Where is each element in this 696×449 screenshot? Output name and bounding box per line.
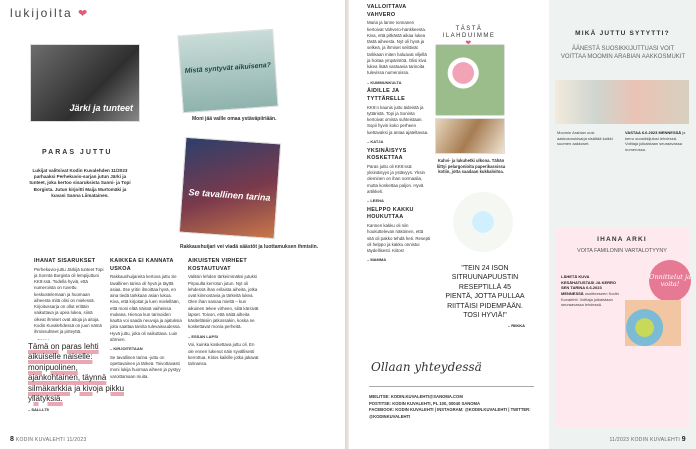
big-quote-signature: – RIIKKA <box>507 322 525 328</box>
letter-signature: – KIRJOITETAAN <box>110 346 143 352</box>
reader-quote-signature: – SALLI-75 <box>28 407 49 413</box>
big-quote-text: "TEIN 24 ISON SITRUUNAPUUSTIN RESEPTILLÄ 45 PIENTÄ, JOTTA PULLAA RIITTÄISI PIDEMPÄÄN. TOSI HYVIÄ!" <box>445 265 525 320</box>
letter-signature <box>34 338 104 340</box>
right-page <box>349 0 696 449</box>
reader-quote <box>28 342 128 413</box>
pillow-photo <box>625 300 681 346</box>
page-number: 9 <box>681 436 686 443</box>
interview-photo <box>30 44 140 122</box>
page-number: 8 <box>10 436 15 443</box>
paras-heading: PARAS JUTTU <box>42 149 113 156</box>
caption-1: Moni jää vaille omaa ystäväpiiriään. <box>192 116 277 122</box>
letter-signature: – LEENA <box>367 198 384 204</box>
contact-info <box>369 394 544 421</box>
feature-magazine-title: Mistä syntyvät aikuisena? <box>184 62 272 76</box>
letter-column-3 <box>188 258 260 438</box>
letter-heading: HELPPO KAKKU HOUKUTTAA <box>367 206 414 221</box>
arki-title: IHANA ARKI <box>597 236 647 243</box>
letter-body: Rakkaushuijareita kertova juttu Se tavallinen tarina oli hyvä ja täyttä asiaa. Itse yritin ilmoittaa hyvä, en aina tiedä tarkkaan asian lukua. Kiva, että kirjoitat ja luen mielellään, että moni elää näissä vaiheissa mukana. Hienoa kun tarinoiden kautta voi saada neuvoja ja ajatuksia joita saattaa tarvita tulevaisuudessa. Hyvä juttu, joka oli vaikuttava. Luin ahmien. <box>110 274 182 342</box>
letter-body: Paras juttu oli KK9:ssä: yksinäisyys ja ystävyys. Yksin oleminen on ihan normaalia, mutta koskettaa paljon. Hyvä artikkeli. <box>367 163 425 194</box>
folio-label: KODIN KUVALEHTI 11/2023 <box>15 437 87 443</box>
caption-2: Rakkaushuijari vei viadä säästöt ja luottamuksen ihmisiin. <box>180 244 319 250</box>
contact-email[interactable]: MEILITSE: KODIN.KUVALEHTI@SANOMA.COM <box>369 394 463 399</box>
paras-text: Lukijat valitsivat Kodin Kuvalehden 11/2023 parhaaksi Perhekuvio-sarjan jutun Järki ja tunteet, joka kertoo sisaruksista Sanni- ja Topi Borgista. Jutun kirjoitti Maija Murtomäki ja kuvasi Sanna Liimatainen. <box>29 168 131 198</box>
letter-heading: VALLOITTAVA VAHVERO <box>367 4 407 18</box>
section-brand <box>10 6 89 20</box>
letter-signature: – ESSAN LAPSI <box>188 333 219 339</box>
letter-body: Perhekuvio-juttu Järkijä tunteet Topi ja Sonnta Borgista oli lempijuttuni KK9:ssä. Todella hyviä, että numeroista on ruvettu keskustelemaan ja huomaan aiheesta mitä olisi on mielessä. Kirjoitussarja on ollut erittäin vaikuttava ja upea lukea, siinä oikeat ihmiset ovat aitoja ja aitoja. Kodin Kuvalehdessä on juuri nämä ihmissuhteet ja pirteyttä. <box>34 266 104 335</box>
letter-body: KK9:n kaunis juttu äideistä ja tyttäristä. Topi ja Soninta kertoivat omista suhteistaan. Sopii hyvin koko perheen luettavaksi ja antaa ajateltavaa. <box>367 104 429 135</box>
letter-signature: – KATJA <box>367 138 384 144</box>
flowers-photo <box>435 44 505 116</box>
heart-icon: ❤ <box>78 8 90 20</box>
letter-heading: YKSINÄISYYS KOSKETTAA <box>367 147 407 162</box>
letter-body: Maria ja lanne Ionnanen kertoivat Vahvero-hankkeesta. Kiva, että pitkästä aikaa lukea tästä aiheesta. Nyt oli hyvä ja selkeä, ja ihmiset selittivät tarkkaan miten haluavat viljellä ja hoitaa ympäristöä. Olisi kiva lukea lisää vastaavia tarinoita tulevissa numeroissa. <box>367 20 427 76</box>
letter-body: Valitsin lehden tärkeimmäksi jutuksi Pirpuulta kerrotun jutun. Nyt oli lehdessä ihan erilaista aiheita, jotka ovat kiinnostavia ja tärkeitä lukea. Olen ihan samaa mieltä – kun aikuinen tekee virheen, siitä kärsivät lapset. Toivon, että näitä aiheita käsiteltäisiin jatkossakin, koska ne koskettavat monia perheitä. <box>188 274 259 330</box>
buns-photo <box>453 192 513 252</box>
sidebar-col-2-heading: VASTAA 6.6.2023 MENNESSÄ <box>625 130 682 135</box>
feature-magazine-photo <box>177 29 278 114</box>
mugs-photo <box>555 80 689 124</box>
letter-body-2: Se tavallinen tarina -juttu on opettavainen ja tärkeä. Toivottavasti moni lukija huomaa aiheen ja pystyy varoittamaan muita. <box>110 354 181 379</box>
letter-column-1 <box>34 258 104 340</box>
left-page <box>0 0 345 449</box>
sidebar-col-2 <box>625 130 687 153</box>
letter-heading: KAIKKEA EI KANNATA USKOA <box>110 258 174 272</box>
arki-body-heading: LÄHETÄ KUVA KESÄHATUSTASI JA KERRO SEN TARINA 6.6.2023 MENNESSÄ <box>561 274 617 297</box>
letter-heading: AIKUISTEN VIRHEET KOSTAUTUVAT <box>188 258 248 272</box>
letter-signature: – KUMMUNKULTA <box>367 79 402 85</box>
signoff-script: Ollaan yhteydessä <box>371 360 482 374</box>
sidebar-col-1: Moomin Arabian uusi aakkosmukisarja sisältää kaikki suomen aakkoset. <box>557 130 613 147</box>
sidebar-title: MIKÄ JUTTU SYTYTTI? <box>575 30 670 37</box>
left-folio <box>10 436 87 443</box>
right-folio <box>609 436 686 443</box>
letter-body-2: Voi, kuinka koskettava juttu oli. En ole ennen lukenut näin syvällisesti kerrottua. Kiitos kaikille jotka jakavat tarinansa. <box>188 342 259 367</box>
brand-title: lukijoilta <box>10 6 73 20</box>
arki-body <box>561 274 623 308</box>
tasta-caption: Kahvi- ja lukuhetki ulkona. Tähän liittyi pelargonioita paperikassissa kotiin, jotta saadaan kukkaloitoa. <box>436 158 506 175</box>
coffee-photo <box>435 118 505 154</box>
sidebar-col-2-body: ja kerro suosikkijutusi lehdessä. Voittaja julkaistaan seuraavassa numerossa. <box>625 130 686 153</box>
contact-post: POSTITSE: KODIN KUVALEHTI, PL 100, 00040 SANOMA <box>369 400 481 406</box>
folio-label: 11/2023 KODIN KUVALEHTI <box>609 437 681 443</box>
tasta-title: TÄSTÄ ILAHDUIMME <box>442 26 496 40</box>
arki-subtitle: VOITA FAMILONIN VARTALOTYYNY <box>577 248 667 254</box>
contest-badge: Onnittelut ja voita! <box>649 260 691 302</box>
letter-signature: – MAMMA <box>367 257 387 263</box>
letter-body: Kannen kakku oli niin houkuttelevan näköinen, että sitä oli pakko tehdä heti. Resepti oli helppo ja kakku onnistui täydellisesti. Kiitos! <box>367 223 431 254</box>
reader-quote-text: Tämä on paras lehti aikuiselle naiselle: monipuolinen, ajankohtainen, täynnä silmäkarkkia ja kivoja pikku yllätyksiä. <box>28 342 125 403</box>
letters-column-right <box>367 4 431 364</box>
arki-body-text: osoitteeseen Kodin Kuvalehti. Voittaja julkaistaan seuraavassa lehdessä. <box>561 291 619 308</box>
travel-feature-title: Se tavallinen tarina <box>188 187 271 203</box>
big-quote <box>445 264 525 328</box>
interview-photo-title: Järki ja tunteet <box>69 103 133 113</box>
sidebar-subtitle: ÄÄNESTÄ SUOSIKKIJUTTUASI VOIT VOITTAA MOOMIN ARABIAN AAKKOSMUKIT <box>560 46 686 60</box>
letter-heading: IHANAT SISARUKSET <box>34 258 96 264</box>
letter-heading: ÄIDILLE JA TYTTÄRELLE <box>367 88 406 102</box>
contact-social[interactable]: FACEBOOK: KODIN KUVALEHTI | INSTAGRAM: @KODIN.KUVALEHTI | TWITTER: @KODINKUVALEHTI <box>369 407 531 420</box>
travel-feature-photo <box>179 137 281 239</box>
